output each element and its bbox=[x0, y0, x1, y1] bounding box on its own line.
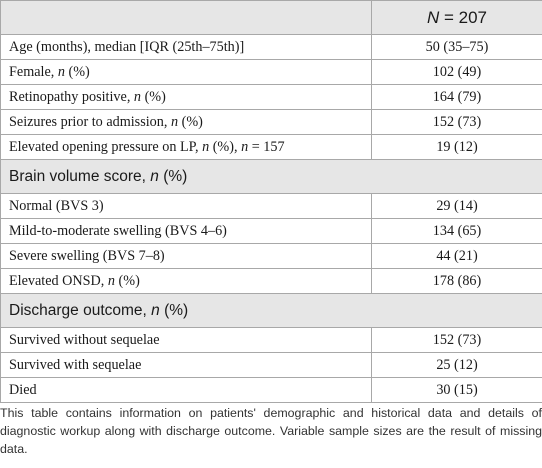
row-label bbox=[1, 219, 372, 244]
label-italic: n bbox=[107, 272, 115, 289]
table-row bbox=[1, 85, 542, 110]
table-row bbox=[1, 219, 542, 244]
label-text: Survived without sequelae bbox=[9, 331, 160, 348]
label-suffix-2: = 157 bbox=[248, 138, 285, 155]
row-value: 102 (49) bbox=[372, 60, 542, 85]
section-italic: n bbox=[151, 301, 160, 319]
section-label bbox=[1, 294, 542, 328]
row-label bbox=[1, 135, 372, 160]
label-italic: n bbox=[57, 63, 65, 80]
label-text: Seizures prior to admission, bbox=[9, 113, 171, 130]
table-header-row bbox=[1, 1, 542, 35]
label-text: Mild-to-moderate swelling (BVS 4–6) bbox=[9, 222, 227, 239]
label-text: Severe swelling (BVS 7–8) bbox=[9, 247, 165, 264]
row-value: 152 (73) bbox=[372, 110, 542, 135]
row-label bbox=[1, 353, 372, 378]
label-italic: n bbox=[202, 138, 210, 155]
section-text: Brain volume score, bbox=[9, 167, 151, 185]
header-n-value: 207 bbox=[458, 7, 488, 27]
row-label bbox=[1, 60, 372, 85]
label-suffix: (%) bbox=[178, 113, 203, 130]
label-suffix: (%) bbox=[115, 272, 140, 289]
table-row bbox=[1, 328, 542, 353]
row-label bbox=[1, 328, 372, 353]
table-footnote: This table contains information on patients' demographic and historical data and details of diagnostic workup along with discharge outcome. Variable sample sizes are the result of missing data. bbox=[0, 406, 542, 456]
table-row bbox=[1, 269, 542, 294]
label-italic: n bbox=[133, 88, 142, 105]
label-suffix: (%) bbox=[64, 63, 90, 80]
row-label bbox=[1, 194, 372, 219]
label-text: Died bbox=[9, 381, 37, 398]
label-suffix: (%) bbox=[141, 88, 166, 105]
row-value: 50 (35–75) bbox=[372, 35, 542, 60]
row-value: 29 (14) bbox=[372, 194, 542, 219]
label-italic: n bbox=[170, 113, 179, 130]
row-label bbox=[1, 378, 372, 403]
table-row bbox=[1, 378, 542, 403]
row-value: 152 (73) bbox=[372, 328, 542, 353]
row-value: 178 (86) bbox=[372, 269, 542, 294]
row-value: 164 (79) bbox=[372, 85, 542, 110]
table-row bbox=[1, 60, 542, 85]
label-text: Elevated opening pressure on LP, bbox=[9, 138, 203, 155]
label-text: Retinopathy positive, bbox=[9, 88, 134, 105]
row-label bbox=[1, 35, 372, 60]
label-text: Female, bbox=[9, 63, 58, 80]
section-suffix: (%) bbox=[159, 301, 189, 319]
row-value: 134 (65) bbox=[372, 219, 542, 244]
label-italic-2: n bbox=[241, 138, 249, 155]
row-value: 25 (12) bbox=[372, 353, 542, 378]
label-suffix: (%), bbox=[209, 138, 242, 155]
header-n-label: N bbox=[426, 7, 440, 27]
table-row bbox=[1, 194, 542, 219]
header-blank-cell bbox=[1, 1, 372, 35]
table-row bbox=[1, 353, 542, 378]
section-label bbox=[1, 160, 542, 194]
row-value: 30 (15) bbox=[372, 378, 542, 403]
row-label bbox=[1, 85, 372, 110]
row-label bbox=[1, 110, 372, 135]
table-row bbox=[1, 135, 542, 160]
section-italic: n bbox=[150, 167, 159, 185]
label-text: Age (months), median [IQR (25th–75th)] bbox=[9, 38, 245, 55]
row-value: 19 (12) bbox=[372, 135, 542, 160]
header-n-eq: = bbox=[439, 7, 459, 27]
header-n-cell bbox=[372, 1, 542, 35]
table-row bbox=[1, 244, 542, 269]
table-row bbox=[1, 35, 542, 60]
row-label bbox=[1, 244, 372, 269]
label-text: Survived with sequelae bbox=[9, 356, 142, 373]
section-text: Discharge outcome, bbox=[9, 301, 152, 319]
section-suffix: (%) bbox=[158, 167, 188, 185]
section-header-brain-volume bbox=[1, 160, 542, 194]
section-header-discharge-outcome bbox=[1, 294, 542, 328]
label-text: Normal (BVS 3) bbox=[9, 197, 104, 214]
label-text: Elevated ONSD, bbox=[9, 272, 108, 289]
row-value: 44 (21) bbox=[372, 244, 542, 269]
table-row bbox=[1, 110, 542, 135]
row-label bbox=[1, 269, 372, 294]
